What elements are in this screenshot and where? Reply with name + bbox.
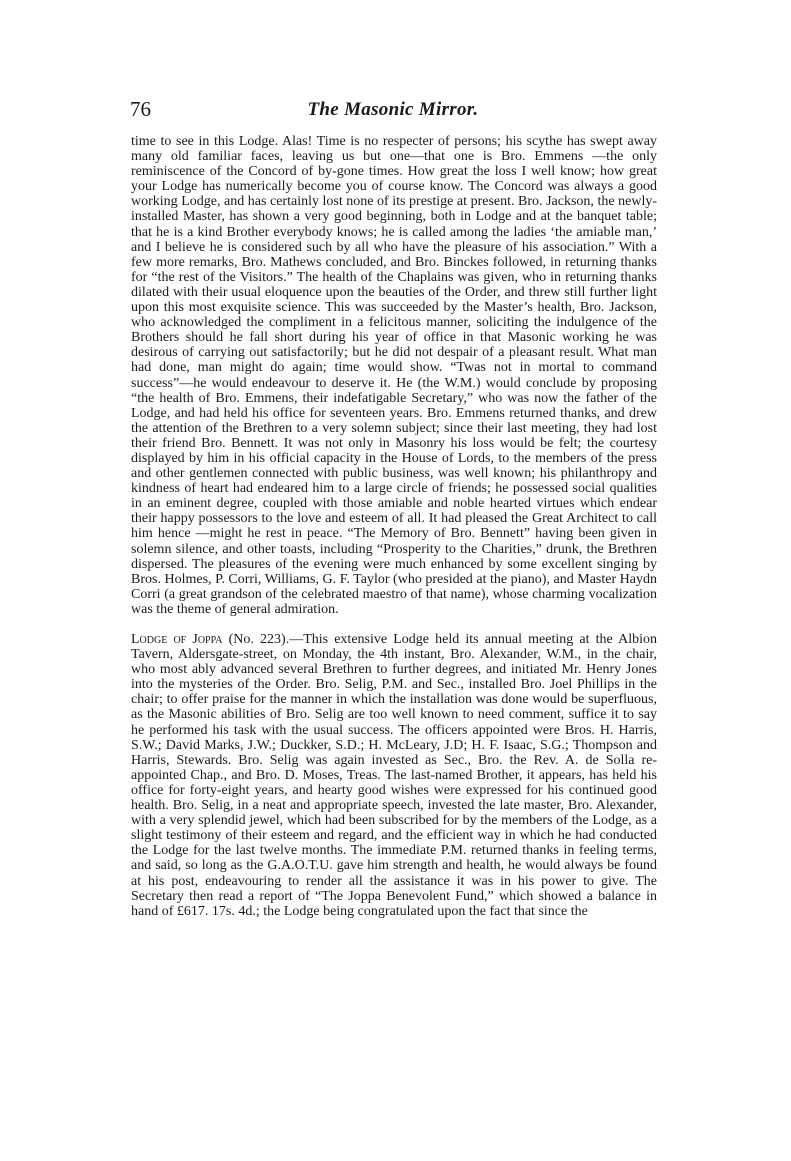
page-header	[130, 97, 656, 125]
running-title: The Masonic Mirror.	[307, 99, 479, 120]
paragraph-text: (No. 223).—This extensive Lodge held its annual meeting at the Albion Tavern, Aldersgate-street, on Monday, the 4th instant, Bro. Alexander, W.M., in the chair, who most ably advanced several Brethren to further degrees, and initiated Mr. Henry Jones into the mysteries of the Order. Bro. Selig, P.M. and Sec., installed Bro. Joel Phillips in the chair; to offer praise for the manner in which the installation was done would be superfluous, as the Masonic abilities of Bro. Selig are too well known to need comment, suffice it to say he performed his task with the usual success. The officers appointed were Bros. H. Harris, S.W.; David Marks, J.W.; Duckker, S.D.; H. McLeary, J.D; H. F. Isaac, S.G.; Thompson and Harris, Stewards. Bro. Selig was again invested as Sec., Bro. the Rev. A. de Solla re-appointed Chap., and Bro. D. Moses, Treas. The last-named Brother, it appears, has held his office for forty-eight years, and hearty good wishes were expressed for his continued good health. Bro. Selig, in a neat and appropriate speech, invested the late master, Bro. Alexander, with a very splendid jewel, which had been subscribed for by the members of the Lodge, as a slight testimony of their esteem and regard, and the efficient way in which he had conducted the Lodge for the last twelve months. The immediate P.M. returned thanks in feeling terms, and said, so long as the G.A.O.T.U. gave him strength and health, he would always be found at his post, endeavouring to render all the assistance it was in his power to give. The Secretary then read a report of “The Joppa Benevolent Fund,” which showed a balance in hand of £617. 17s. 4d.; the Lodge being congratulated upon the fact that since the	[131, 632, 657, 919]
paragraph-lodge-of-joppa	[131, 632, 657, 919]
paragraph-lead-heading: Lodge of Joppa	[131, 632, 223, 647]
paragraph-concord-lodge	[131, 134, 657, 617]
paragraph-text: time to see in this Lodge. Alas! Time is no respecter of persons; his scythe has swept away many old familiar faces, leaving us but one—that one is Bro. Emmens —the only reminiscence of the Concord of by-gone times. How great the loss I well know; how great your Lodge has numerically become you of course know. The Concord was always a good working Lodge, and has certainly lost none of its prestige at present. Bro. Jackson, the newly-installed Master, has shown a very good beginning, both in Lodge and at the banquet table; that he is a kind Brother everybody knows; he is called among the ladies ‘the amiable man,’ and I believe he is considered such by all who have the pleasure of his association.” With a few more remarks, Bro. Mathews concluded, and Bro. Binckes followed, in returning thanks for “the rest of the Visitors.” The health of the Chaplains was given, who in returning thanks dilated with their usual eloquence upon the beauties of the Order, and threw still further light upon this most exquisite science. This was succeeded by the Master’s health, Bro. Jackson, who acknowledged the compliment in a felicitous manner, soliciting the indulgence of the Brothers should he fall short during his year of office in that Masonic working he was desirous of carrying out satisfactorily; but he did not despair of a pleasant result. What man had done, man might do again; time would show. “Twas not in mortal to command success”—he would endeavour to deserve it. He (the W.M.) would conclude by proposing “the health of Bro. Emmens, their indefatigable Secretary,” who was now the father of the Lodge, and had held his office for seventeen years. Bro. Emmens returned thanks, and drew the attention of the Brethren to a very solemn subject; since their last meeting, they had lost their friend Bro. Bennett. It was not only in Masonry his loss would be felt; the courtesy displayed by him in his official capacity in the House of Lords, to the members of the press and other gentlemen connected with public business, was well known; his philanthropy and kindness of heart had endeared him to a large circle of friends; he possessed social qualities in an eminent degree, coupled with those amiable and noble hearted virtues which endear their happy possessors to the love and esteem of all. It had pleased the Great Architect to call him hence —might he rest in peace. “The Memory of Bro. Bennett” having been given in solemn silence, and other toasts, including “Prosperity to the Charities,” drunk, the Brethren dispersed. The pleasures of the evening were much enhanced by some excellent singing by Bros. Holmes, P. Corri, Williams, G. F. Taylor (who presided at the piano), and Master Haydn Corri (a great grandson of the celebrated maestro of that name), whose charming vocalization was the theme of general admiration.	[131, 134, 657, 617]
page-number: 76	[130, 97, 151, 121]
article-body	[131, 134, 657, 919]
paragraph-spacer	[131, 617, 657, 632]
